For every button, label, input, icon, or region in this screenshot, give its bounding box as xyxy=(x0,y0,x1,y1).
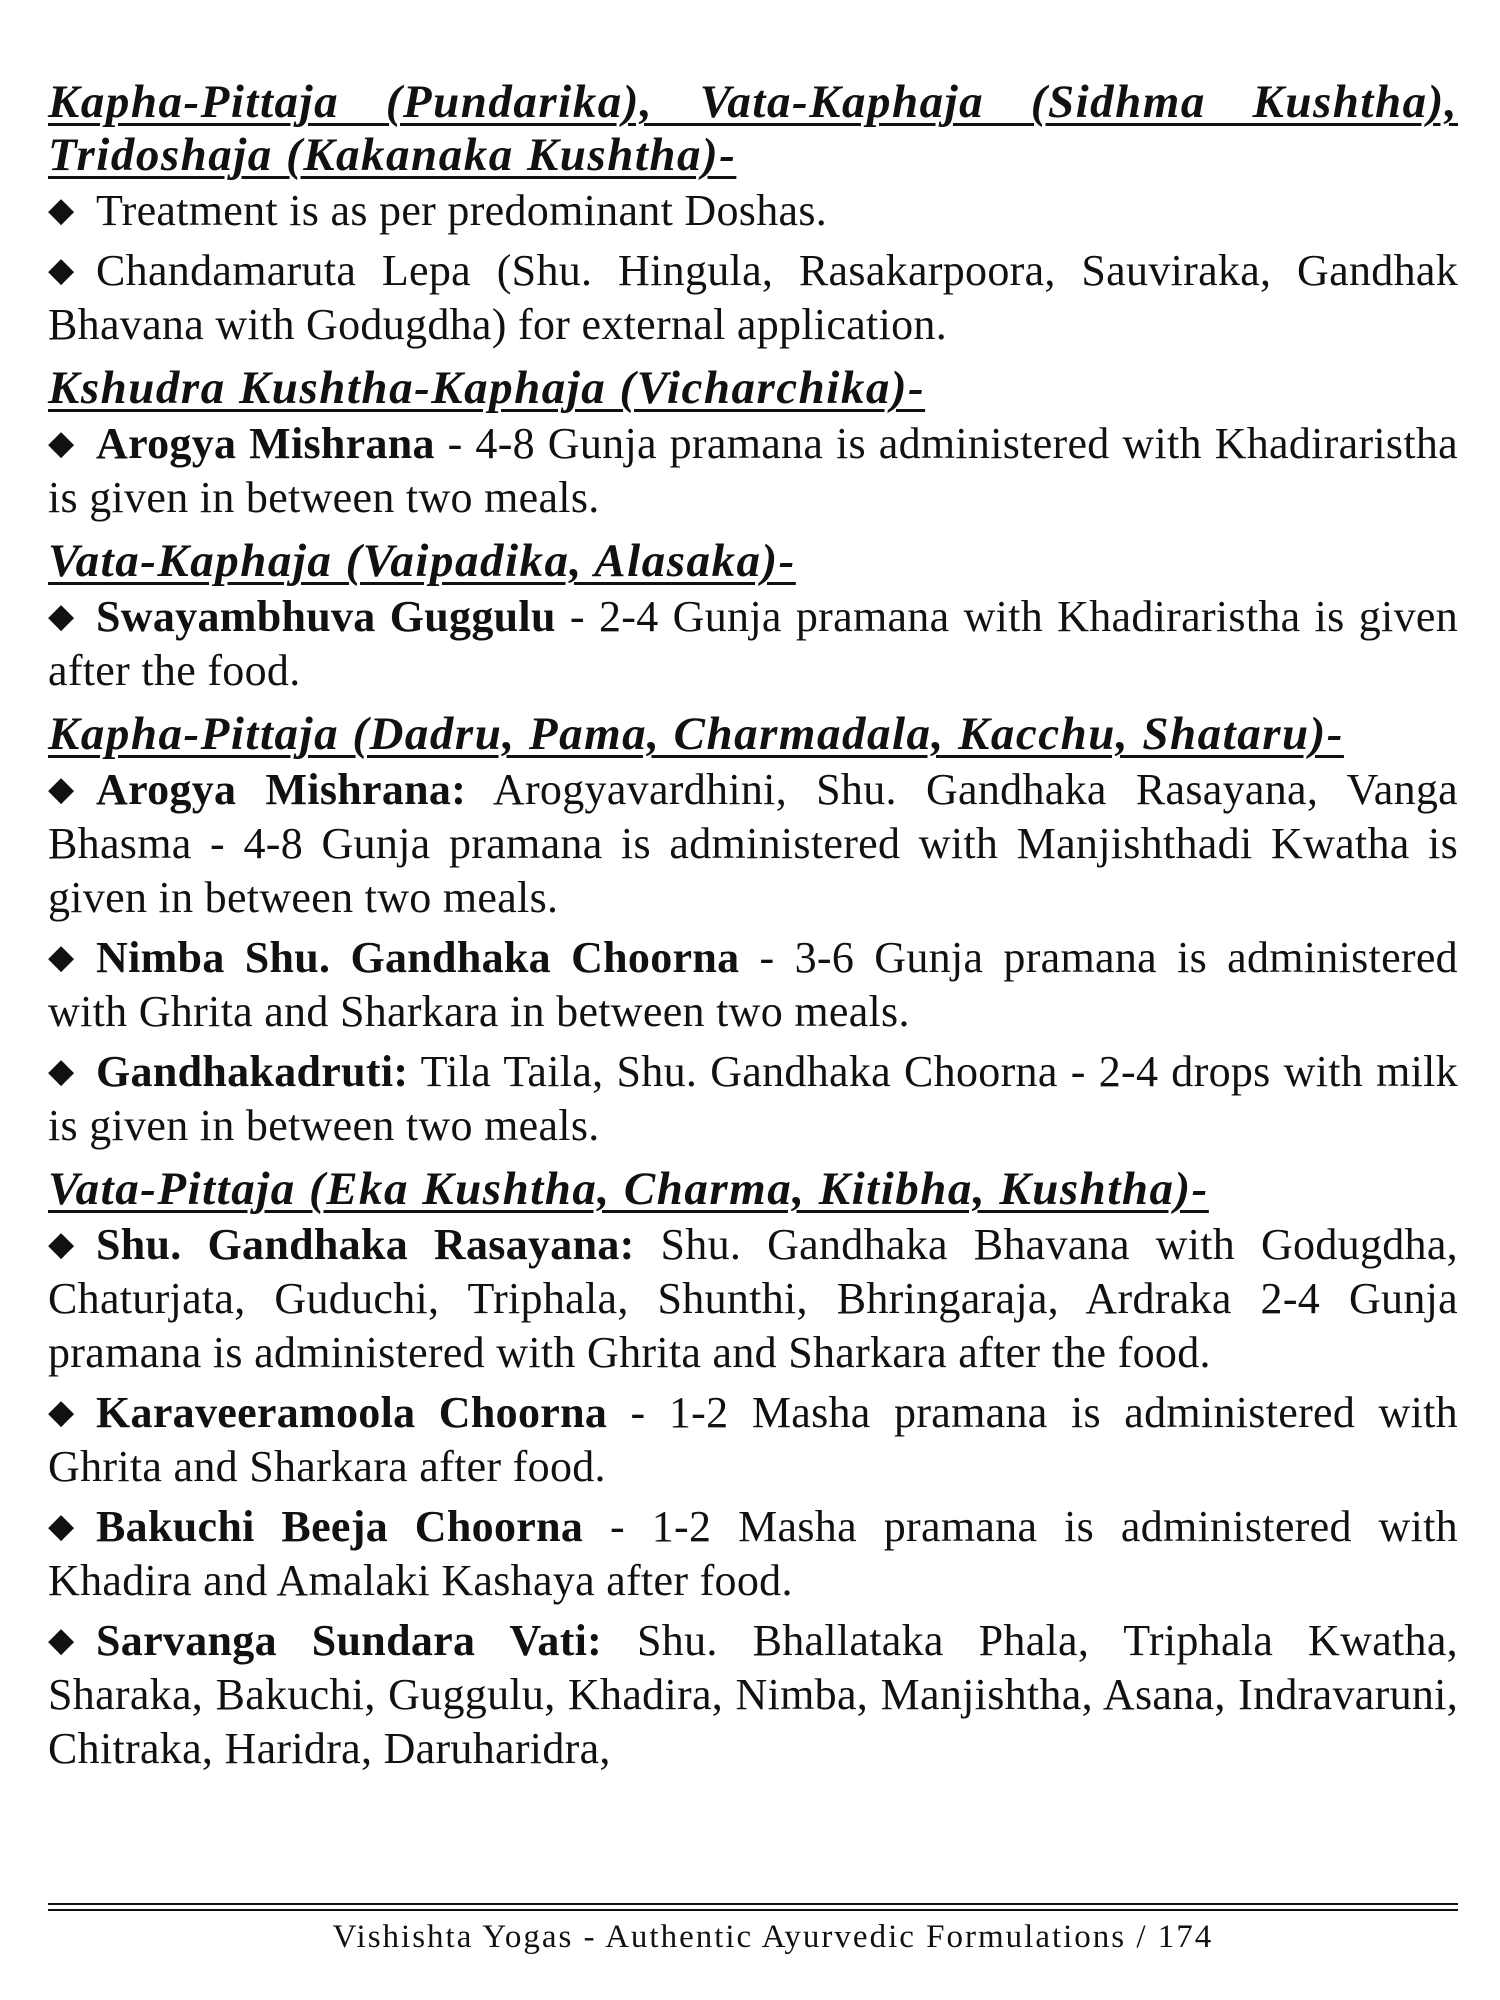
section-4 xyxy=(48,708,1458,1153)
entry-text: Tila Taila, Shu. Gandhaka Choorna - 2-4 drops with milk is given in between two meals. xyxy=(48,1047,1458,1150)
section-1 xyxy=(48,76,1458,352)
entry-text: - 1-2 Masha pramana is administered with Khadira and Amalaki Kashaya after food. xyxy=(48,1502,1458,1605)
diamond-bullet-icon: ◆ xyxy=(48,1622,75,1659)
section-heading: Kapha-Pittaja (Pundarika), Vata-Kaphaja (Sidhma Kushtha), Tridoshaja (Kakanaka Kushtha)- xyxy=(48,76,1458,181)
formulation-name: Sarvanga Sundara Vati: xyxy=(96,1616,603,1665)
list-item xyxy=(48,417,1458,525)
diamond-bullet-icon: ◆ xyxy=(48,939,75,976)
formulation-name: Nimba Shu. Gandhaka Choorna xyxy=(96,933,740,982)
diamond-bullet-icon: ◆ xyxy=(48,1226,75,1263)
entry-text: Shu. Gandhaka Bhavana with Godugdha, Chaturjata, Guduchi, Triphala, Shunthi, Bhringaraja, Ardraka 2-4 Gunja pramana is administered with Ghrita and Sharkara after the food. xyxy=(48,1220,1458,1377)
section-2 xyxy=(48,362,1458,525)
list-item xyxy=(48,1386,1458,1494)
section-heading: Vata-Kaphaja (Vaipadika, Alasaka)- xyxy=(48,535,796,587)
diamond-bullet-icon: ◆ xyxy=(48,252,75,289)
entry-text: - 3-6 Gunja pramana is administered with Ghrita and Sharkara in between two meals. xyxy=(48,933,1458,1036)
footer-divider xyxy=(48,1909,1458,1911)
diamond-bullet-icon: ◆ xyxy=(48,1053,75,1090)
list-item xyxy=(48,590,1458,698)
list-item xyxy=(48,244,1458,352)
page-footer xyxy=(48,1903,1458,1956)
entry-text: - 2-4 Gunja pramana with Khadiraristha is given after the food. xyxy=(48,592,1459,695)
section-heading: Vata-Pittaja (Eka Kushtha, Charma, Kitibha, Kushtha)- xyxy=(48,1163,1209,1215)
diamond-bullet-icon: ◆ xyxy=(48,425,75,462)
footer-text: Vishishta Yogas - Authentic Ayurvedic Formulations / 174 xyxy=(332,1919,1214,1955)
entry-text: Shu. Bhallataka Phala, Triphala Kwatha, Sharaka, Bakuchi, Guggulu, Khadira, Nimba, Manjishtha, Asana, Indravaruni, Chitraka, Haridra, Daruharidra, xyxy=(48,1616,1458,1773)
section-heading: Kshudra Kushtha-Kaphaja (Vicharchika)- xyxy=(48,362,926,414)
formulation-name: Arogya Mishrana: xyxy=(96,765,467,814)
entry-text: Chandamaruta Lepa (Shu. Hingula, Rasakarpoora, Sauviraka, Gandhak Bhavana with Godugdha) for external application. xyxy=(48,246,1458,349)
formulation-name: Swayambhuva Guggulu xyxy=(96,592,556,641)
entry-text: Arogyavardhini, Shu. Gandhaka Rasayana, Vanga Bhasma - 4-8 Gunja pramana is administered with Manjishthadi Kwatha is given in between two meals. xyxy=(48,765,1458,922)
entry-text: - 4-8 Gunja pramana is administered with Khadiraristha is given in between two meals. xyxy=(48,419,1458,522)
entry-text: Treatment is as per predominant Doshas. xyxy=(96,186,828,235)
list-item xyxy=(48,931,1458,1039)
section-3 xyxy=(48,535,1458,698)
diamond-bullet-icon: ◆ xyxy=(48,1508,75,1545)
footer-divider xyxy=(48,1903,1458,1905)
list-item xyxy=(48,184,1458,238)
list-item xyxy=(48,763,1458,925)
formulation-name: Bakuchi Beeja Choorna xyxy=(96,1502,584,1551)
section-5 xyxy=(48,1163,1458,1776)
diamond-bullet-icon: ◆ xyxy=(48,192,75,229)
diamond-bullet-icon: ◆ xyxy=(48,771,75,808)
diamond-bullet-icon: ◆ xyxy=(48,1394,75,1431)
formulation-name: Gandhakadruti: xyxy=(96,1047,409,1096)
diamond-bullet-icon: ◆ xyxy=(48,598,75,635)
formulation-name: Karaveeramoola Choorna xyxy=(96,1388,608,1437)
list-item xyxy=(48,1045,1458,1153)
list-item xyxy=(48,1218,1458,1380)
list-item xyxy=(48,1614,1458,1776)
section-heading: Kapha-Pittaja (Dadru, Pama, Charmadala, Kacchu, Shataru)- xyxy=(48,708,1344,760)
formulation-name: Arogya Mishrana xyxy=(96,419,435,468)
entry-text: - 1-2 Masha pramana is administered with Ghrita and Sharkara after food. xyxy=(48,1388,1458,1491)
page-content xyxy=(48,66,1458,1782)
list-item xyxy=(48,1500,1458,1608)
formulation-name: Shu. Gandhaka Rasayana: xyxy=(96,1220,635,1269)
